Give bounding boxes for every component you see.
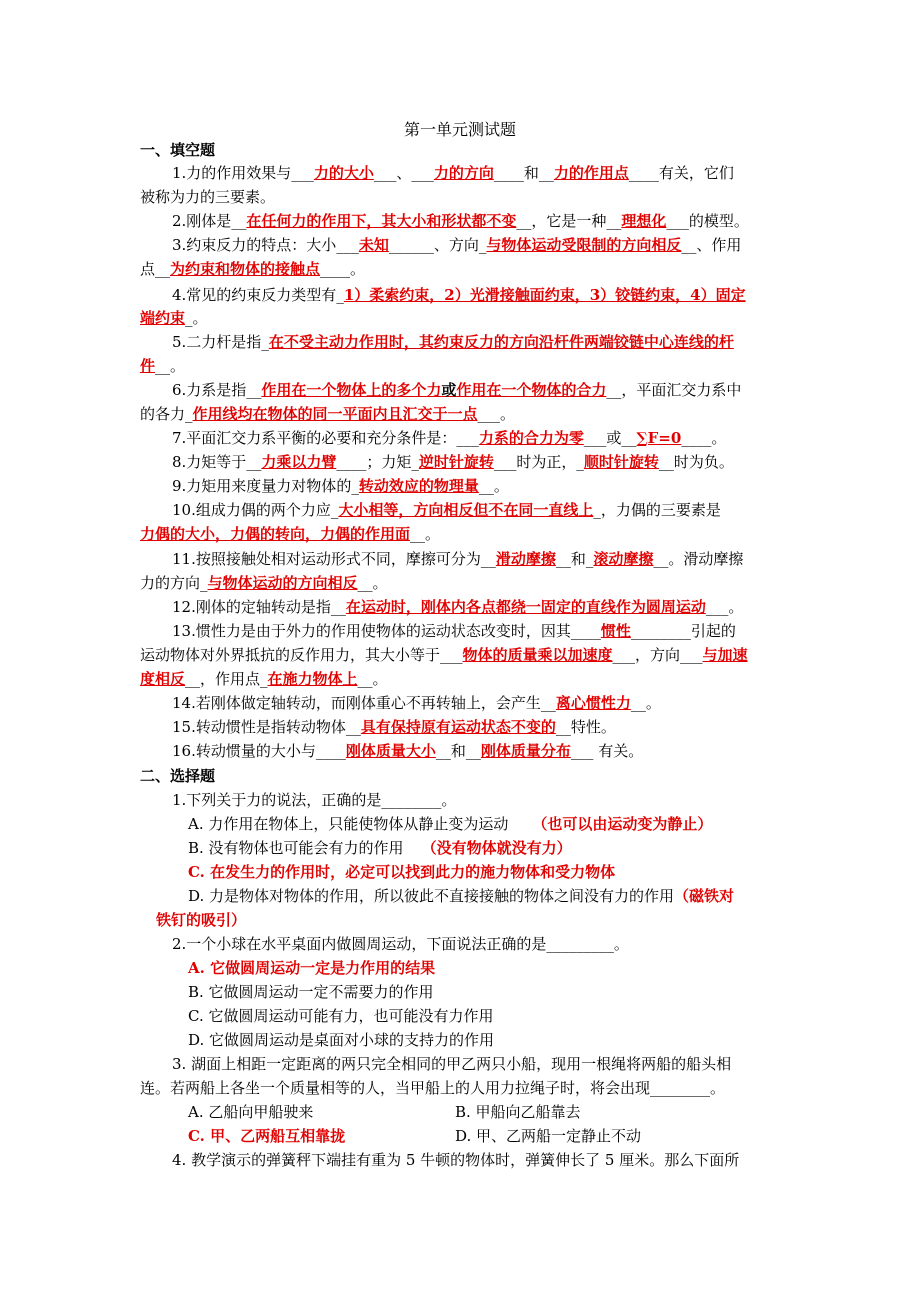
choice-q1-option-c: C. 在发生力的作用时，必定可以找到此力的施力物体和受力物体: [188, 863, 616, 881]
choice-q4-stem: 4. 教学演示的弹簧秤下端挂有重为 5 牛顿的物体时，弹簧伸长了 5 厘米。那么下面所: [172, 1151, 740, 1169]
fill-q13-cont: 运动物体对外界抵抗的反作用力，其大小等于___物体的质量乘以加速度___，方向___与加速: [140, 646, 748, 664]
fill-q6: 6.力系是指__作用在一个物体上的多个力或作用在一个物体的合力__，平面汇交力系中: [172, 381, 742, 399]
fill-q3-cont: 点__为约束和物体的接触点____。: [140, 260, 366, 278]
section-heading-choice: 二、选择题: [140, 767, 216, 785]
choice-q2-option-d: D. 它做圆周运动是桌面对小球的支持力的作用: [188, 1031, 495, 1049]
section-heading-fill: 一、填空题: [140, 141, 216, 159]
fill-q14: 14.若刚体做定轴转动，而刚体重心不再转轴上，会产生__离心惯性力__。: [172, 694, 661, 712]
choice-q3-stem: 3. 湖面上相距一定距离的两只完全相同的甲乙两只小船，现用一根绳将两船的船头相: [172, 1055, 732, 1073]
choice-q1-option-a: A. 力作用在物体上，只能使物体从静止变为运动 （也可以由运动变为静止）: [188, 815, 713, 833]
fill-q5: 5.二力杆是指_在不受主动力作用时，其约束反力的方向沿杆件两端铰链中心连线的杆: [172, 333, 734, 351]
choice-q3-option-d: D. 甲、乙两船一定静止不动: [455, 1127, 642, 1145]
fill-q5-cont: 件__。: [140, 357, 186, 375]
fill-q3: 3.约束反力的特点：大小___未知______、方向_与物体运动受限制的方向相反__、作用: [172, 236, 742, 254]
choice-q1-stem: 1.下列关于力的说法，正确的是________。: [172, 791, 457, 809]
choice-q3-stem-cont: 连。若两船上各坐一个质量相等的人，当甲船上的人用力拉绳子时，将会出现________。: [140, 1079, 726, 1097]
fill-q1: 1.力的作用效果与___力的大小___、___力的方向____和__力的作用点____有关，它们: [172, 164, 734, 182]
fill-q8: 8.力矩等于__力乘以力臂____；力矩_逆时针旋转___时为正，_顺时针旋转__时为负。: [172, 453, 734, 471]
fill-q2: 2.刚体是__在任何力的作用下，其大小和形状都不变__，它是一种__理想化___的模型。: [172, 212, 749, 230]
choice-q2-option-b: B. 它做圆周运动一定不需要力的作用: [188, 983, 434, 1001]
fill-q11-cont: 力的方向_与物体运动的方向相反__。: [140, 574, 388, 592]
fill-q10-cont: 力偶的大小，力偶的转向，力偶的作用面__。: [140, 525, 441, 543]
choice-q1-option-d: D. 力是物体对物体的作用，所以彼此不直接接触的物体之间没有力的作用（磁铁对: [188, 887, 735, 905]
fill-q12: 12.刚体的定轴转动是指__在运动时，刚体内各点都绕一固定的直线作为圆周运动___。: [172, 598, 744, 616]
fill-q9: 9.力矩用来度量力对物体的_转动效应的物理量__。: [172, 477, 509, 495]
fill-q6-cont: 的各力_作用线均在物体的同一平面内且汇交于一点___。: [140, 405, 516, 423]
choice-q2-option-c: C. 它做圆周运动可能有力，也可能没有力作用: [188, 1007, 494, 1025]
fill-q13-cont2: 度相反__，作用点_在施力物体上__。: [140, 670, 388, 688]
choice-q1-option-d-cont: 铁钉的吸引）: [156, 911, 247, 929]
fill-q7: 7.平面汇交力系平衡的必要和充分条件是：___力系的合力为零___或__∑F=0____。: [172, 429, 727, 447]
fill-q13: 13.惯性力是由于外力的作用使物体的运动状态改变时，因其____惯性________引起的: [172, 622, 736, 640]
fill-q11: 11.按照接触处相对运动形式不同，摩擦可分为__滑动摩擦__和_滚动摩擦__。滑动摩擦: [172, 550, 744, 568]
fill-q4: 4.常见的约束反力类型有_1）柔索约束，2）光滑接触面约束，3）铰链约束，4）固定: [172, 286, 746, 304]
choice-q3-option-c: C. 甲、乙两船互相靠拢: [188, 1127, 346, 1145]
fill-q10: 10.组成力偶的两个力应_大小相等，方向相反但不在同一直线上_，力偶的三要素是: [172, 501, 721, 519]
page-title: 第一单元测试题: [403, 120, 516, 139]
fill-q15: 15.转动惯性是指转动物体__具有保持原有运动状态不变的__特性。: [172, 718, 616, 736]
choice-q2-stem: 2.一个小球在水平桌面内做圆周运动，下面说法正确的是_________。: [172, 935, 629, 953]
choice-q3-option-b: B. 甲船向乙船靠去: [455, 1103, 581, 1121]
fill-q16: 16.转动惯量的大小与____刚体质量大小__和__刚体质量分布___ 有关。: [172, 742, 644, 760]
fill-q1-cont: 被称为力的三要素。: [140, 188, 276, 206]
choice-q3-option-a: A. 乙船向甲船驶来: [188, 1103, 314, 1121]
choice-q2-option-a: A. 它做圆周运动一定是力作用的结果: [188, 959, 436, 977]
fill-q4-cont: 端约束_。: [140, 309, 208, 327]
choice-q1-option-b: B. 没有物体也可能会有力的作用 （没有物体就没有力）: [188, 839, 572, 857]
